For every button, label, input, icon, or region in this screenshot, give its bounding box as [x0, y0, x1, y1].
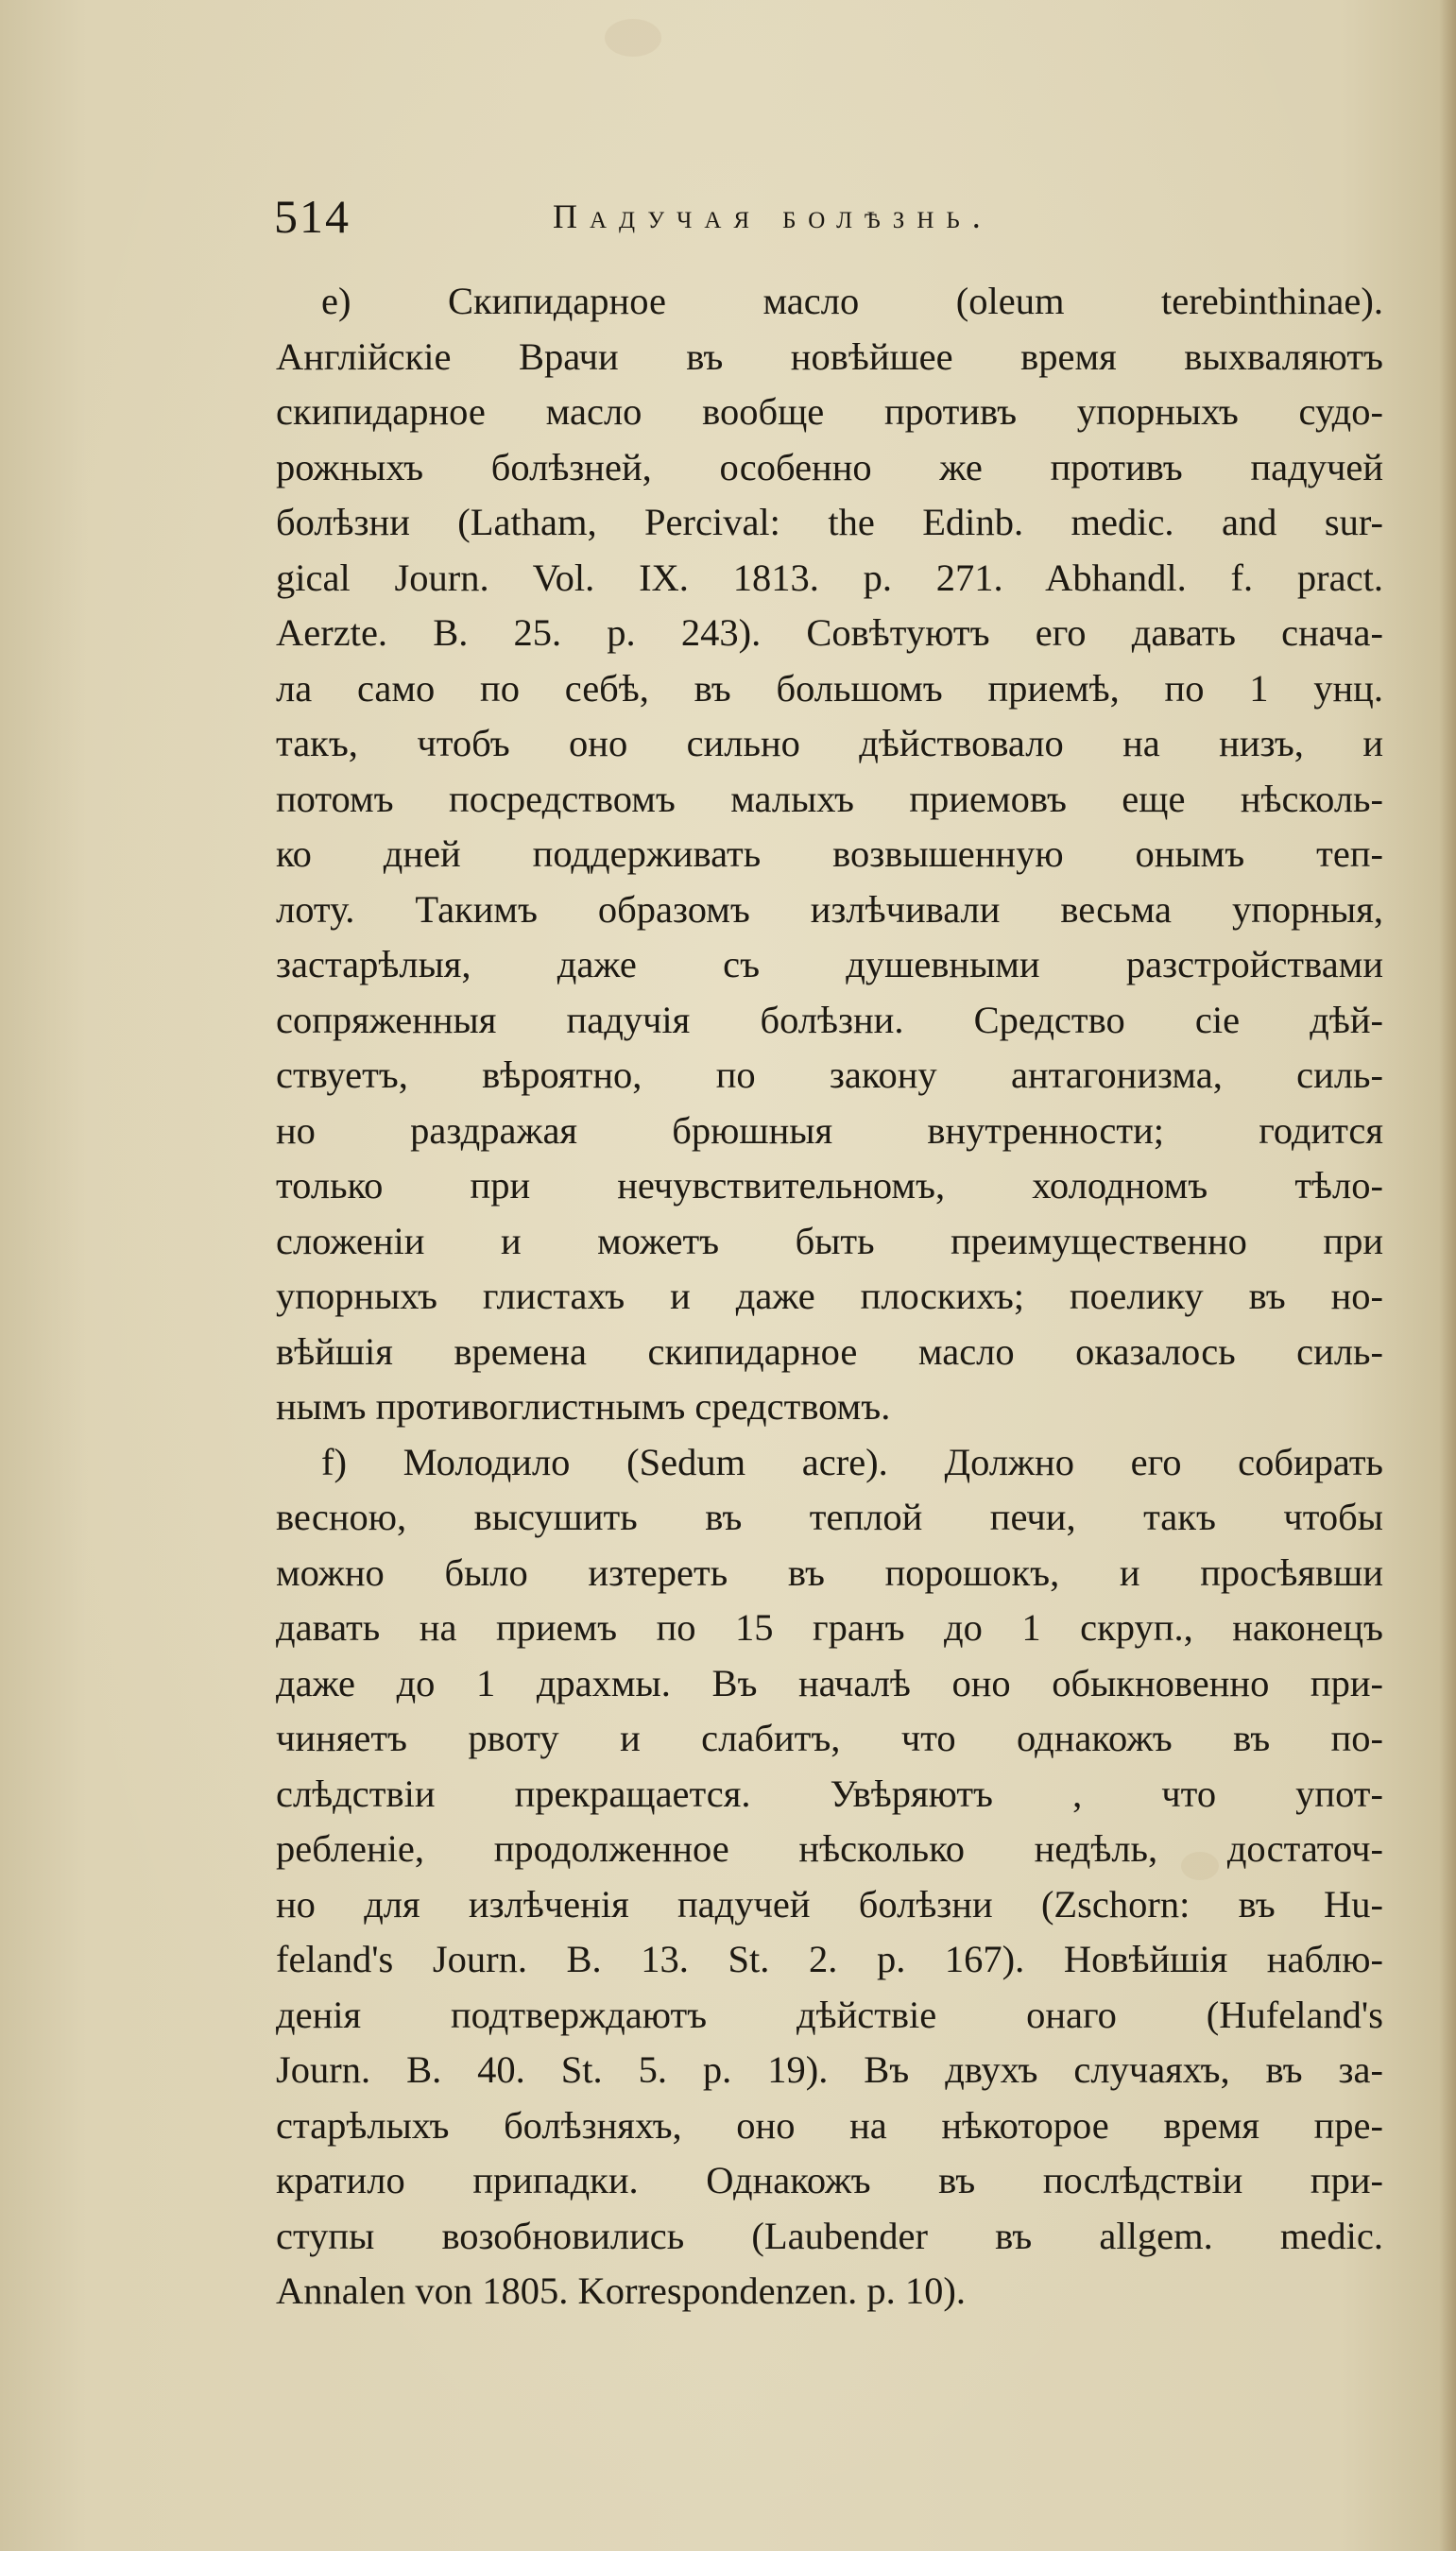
text-line: ствуетъ, вѣроятно, по закону антагонизма, силь-	[276, 1053, 1383, 1096]
page-header	[0, 189, 1456, 255]
text-line: кратило припадки. Однакожъ въ послѣдствіи при-	[276, 2159, 1383, 2201]
text-line: болѣзни (Latham, Percival: the Edinb. medic. and sur-	[276, 501, 1383, 543]
text-line: но раздражая брюшныя внутренности; годится	[276, 1108, 1383, 1152]
text-line: Aerzte. B. 25. p. 243). Совѣтуютъ его давать снача-	[276, 611, 1383, 654]
text-line: застарѣлыя, даже съ душевными разстройствами	[276, 943, 1383, 985]
page-edge-shadow	[1439, 0, 1456, 2551]
text-line: вѣйшія времена скипидарное масло оказалось силь-	[276, 1329, 1383, 1373]
text-line: только при нечувствительномъ, холодномъ тѣло-	[276, 1164, 1383, 1207]
text-line: чиняетъ рвоту и слабитъ, что однакожъ въ по-	[276, 1717, 1383, 1759]
text-line: ко дней поддерживать возвышенную онымъ теп-	[276, 832, 1383, 875]
text-line: Journ. B. 40. St. 5. p. 19). Въ двухъ случаяхъ, въ за-	[276, 2048, 1383, 2091]
text-line: f) Молодило (Sedum acre). Должно его собирать	[321, 1440, 1383, 1483]
text-line: feland's Journ. B. 13. St. 2. p. 167). Новѣйшія наблю-	[276, 1938, 1383, 1980]
text-line: слѣдствіи прекращается. Увѣряютъ , что упот-	[276, 1772, 1383, 1815]
text-line: Англійскіе Врачи въ новѣйшее время выхваляютъ	[276, 334, 1383, 378]
text-line: рожныхъ болѣзней, особенно же противъ падучей	[276, 445, 1383, 488]
text-line: старѣлыхъ болѣзняхъ, оно на нѣкоторое время пре-	[276, 2103, 1383, 2147]
text-line: лоту. Такимъ образомъ излѣчивали весьма упорныя,	[276, 887, 1383, 931]
running-title: Падучая болѣзнь.	[553, 197, 993, 235]
text-line: упорныхъ глистахъ и даже плоскихъ; поелику въ но-	[276, 1275, 1383, 1317]
text-line: такъ, чтобъ оно сильно дѣйствовало на низъ, и	[276, 722, 1383, 764]
page-number: 514	[274, 190, 351, 243]
text-line: скипидарное масло вообще противъ упорныхъ судо-	[276, 390, 1383, 433]
text-line: сопряженныя падучія болѣзни. Средство сіе дѣй-	[276, 998, 1383, 1041]
text-line: gical Journ. Vol. IX. 1813. p. 271. Abhandl. f. pract.	[276, 556, 1383, 599]
text-line: потомъ посредствомъ малыхъ приемовъ еще нѣсколь-	[276, 777, 1383, 820]
text-line: денія подтверждаютъ дѣйствіе онаго (Hufeland's	[276, 1993, 1383, 2036]
text-line: ребленіе, продолженное нѣсколько недѣль, достаточ-	[276, 1827, 1383, 1870]
text-line: даже до 1 драхмы. Въ началѣ оно обыкновенно при-	[276, 1661, 1383, 1704]
text-line: e) Скипидарное масло (oleum terebinthinae).	[321, 280, 1383, 322]
paper-stain	[605, 19, 661, 57]
text-line: Annalen von 1805. Korrespondenzen. p. 10).	[276, 2269, 966, 2312]
text-line: сложеніи и можетъ быть преимущественно при	[276, 1219, 1383, 1262]
text-line: ступы возобновились (Laubender въ allgem. medic.	[276, 2214, 1383, 2257]
text-line: нымъ противоглистнымъ средствомъ.	[276, 1385, 891, 1428]
text-line: ла само по себѣ, въ большомъ приемѣ, по 1 унц.	[276, 666, 1383, 710]
body-text	[276, 274, 1383, 2320]
text-line: весною, высушить въ теплой печи, такъ чтобы	[276, 1496, 1383, 1538]
text-line: но для излѣченія падучей болѣзни (Zschorn: въ Hu-	[276, 1882, 1383, 1926]
text-line: давать на приемъ по 15 гранъ до 1 скруп., наконецъ	[276, 1606, 1383, 1649]
text-line: можно было изтереть въ порошокъ, и просѣявши	[276, 1550, 1383, 1594]
